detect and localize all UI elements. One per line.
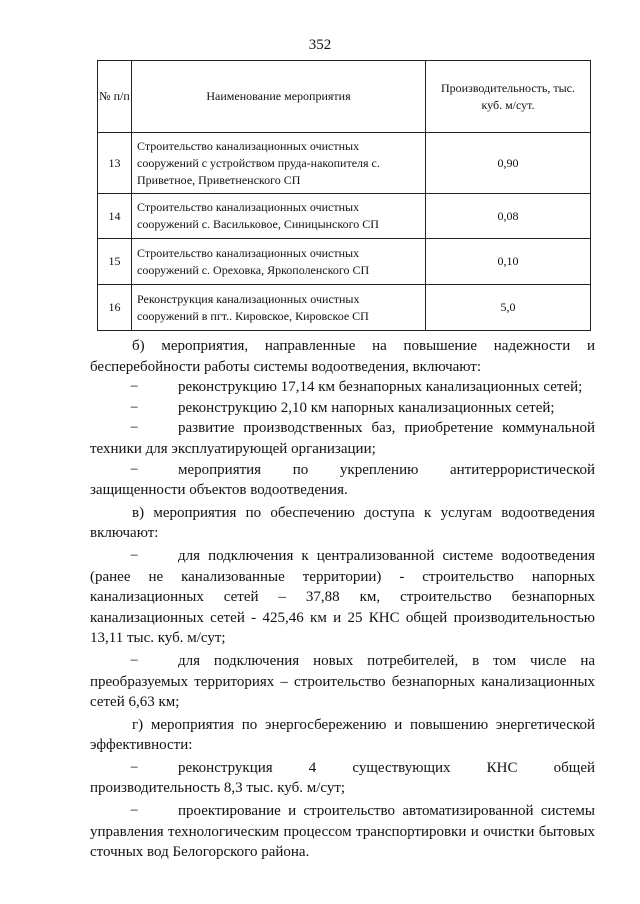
list-item: [90, 758, 595, 799]
dash-marker: −: [130, 803, 139, 820]
table-row: [98, 285, 591, 331]
row-number: 16: [98, 285, 132, 331]
page-number: 352: [308, 37, 332, 53]
list-item-text: реконструкцию 2,10 км напорных канализационных сетей;: [178, 399, 555, 416]
list-item: [90, 801, 595, 863]
paragraph-v: в) мероприятия по обеспечению доступа к услугам водоотведения включают:: [90, 504, 595, 542]
paragraph-g: г) мероприятия по энергосбережению и повышению энергетической эффективности:: [90, 716, 595, 754]
row-name: Строительство канализационных очистных сооружений с устройством пруда-накопителя с. Приветное, Приветненского СП: [132, 133, 426, 194]
table-row: [98, 133, 591, 194]
list-item: [90, 651, 595, 713]
row-number: 15: [98, 239, 132, 285]
list-item-text: развитие производственных баз, приобретение коммунальной техники для эксплуатирующей организации;: [90, 420, 595, 457]
list-item: [90, 546, 595, 649]
list-item-text: проектирование и строительство автоматизированной системы управления технологическим процессом транспортировки и очистки бытовых сточных вод Белогорского района.: [90, 803, 595, 861]
dash-marker: −: [130, 652, 139, 669]
header-number: № п/п: [98, 61, 132, 133]
dash-marker: −: [130, 399, 139, 416]
row-capacity: 0,90: [426, 133, 591, 194]
list-item-text: реконструкцию 17,14 км безнапорных канализационных сетей;: [178, 379, 583, 396]
row-number: 13: [98, 133, 132, 194]
table-row: [98, 239, 591, 285]
dash-marker: −: [130, 379, 139, 396]
list-item-text: для подключения к централизованной системе водоотведения (ранее не канализованные территории) - строительство напорных канализационных сетей – 37,88 км, строительство безнапорных канализационных сетей - 425,46 км и 25 КНС общей производительностью 13,11 тыс. куб. м/сут;: [90, 547, 595, 647]
row-name: Строительство канализационных очистных сооружений с. Ореховка, Яркополенского СП: [132, 239, 426, 285]
row-capacity: 0,08: [426, 194, 591, 239]
row-capacity: 5,0: [426, 285, 591, 331]
row-number: 14: [98, 194, 132, 239]
dash-marker: −: [130, 461, 139, 478]
header-capacity: Производительность, тыс. куб. м/сут.: [426, 61, 591, 133]
row-name: Строительство канализационных очистных сооружений с. Васильковое, Синицынского СП: [132, 194, 426, 239]
list-item: [90, 377, 595, 398]
body-text: [90, 336, 595, 863]
dash-marker: −: [130, 547, 139, 564]
table-row: [98, 194, 591, 239]
list-item: [90, 418, 595, 459]
dash-marker: −: [130, 420, 139, 437]
list-item: [90, 460, 595, 501]
measures-table: [97, 60, 591, 331]
dash-marker: −: [130, 759, 139, 776]
header-name: Наименование мероприятия: [132, 61, 426, 133]
table-header-row: [98, 61, 591, 133]
list-item-text: мероприятия по укреплению антитеррористической защищенности объектов водоотведения.: [90, 461, 595, 499]
row-capacity: 0,10: [426, 239, 591, 285]
list-item: [90, 398, 595, 419]
list-item-text: для подключения новых потребителей, в том числе на преобразуемых территориях – строительство безнапорных канализационных сетей 6,63 км;: [90, 652, 595, 711]
list-item-text: реконструкция 4 существующих КНС общей производительность 8,3 тыс. куб. м/сут;: [90, 759, 595, 797]
row-name: Реконструкция канализационных очистных сооружений в пгт.. Кировское, Кировское СП: [132, 285, 426, 331]
paragraph-b: б) мероприятия, направленные на повышение надежности и бесперебойности работы системы водоотведения, включают:: [90, 338, 595, 375]
